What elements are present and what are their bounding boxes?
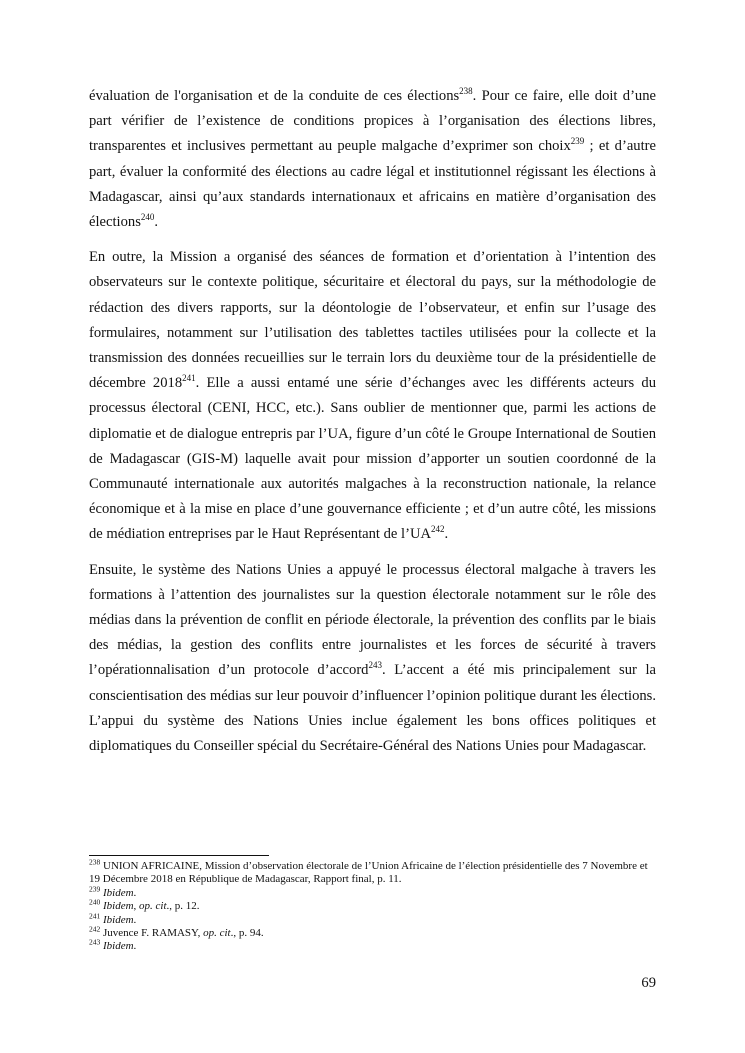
italic-text: Ibidem (103, 900, 134, 913)
footnote (89, 924, 656, 940)
footnote (89, 910, 656, 927)
paragraph (89, 558, 656, 760)
text-run: ; et d’autre part, évaluer la conformité des élections au cadre légal et institutionnel régissant les élections à Madagascar, ainsi qu’aux standards internationaux et africains en matière d’organisation des élections (89, 138, 656, 231)
footnote-number: 239 (89, 884, 101, 894)
footnote-reference: 240 (140, 212, 155, 223)
text-run: . (154, 214, 159, 231)
italic-text: Ibidem (103, 913, 134, 926)
footnote-number: 240 (89, 897, 101, 907)
footnote-number: 243 (89, 937, 101, 947)
footnote-reference: 239 (570, 136, 585, 147)
text-run: ., p. 94. (230, 927, 264, 940)
text-run: . (133, 886, 137, 899)
italic-text: Ibidem (103, 940, 134, 953)
text-run: UNION AFRICAINE, Mission d’observation électorale de l’Union Africaine de l’élection présidentielle des 7 Novembre et 19 Décembre 2018 en République de Madagascar, Rapport final, p. 11. (89, 860, 648, 886)
footnotes (89, 857, 656, 954)
text-run: . (133, 940, 137, 953)
text-run: . L’accent a été mis principalement sur la conscientisation des médias sur leur pouvoir d’influencer l’opinion politique durant les élections. L’appui du système des Nations Unies inclue également les bons offices politiques et diplomatiques du Conseiller spécial du Secrétaire-Général des Nations Unies pour Madagascar. (89, 662, 656, 755)
text-run: . (444, 526, 449, 543)
text-run: Juvence F. RAMASY, (100, 927, 204, 940)
text-run: En outre, la Mission a organisé des séances de formation et d’orientation à l’intention des observateurs sur le contexte politique, sécuritaire et électoral du pays, sur la méthodologie de rédaction des divers rapports, sur la déontologie de l’observateur, et enfin sur l’usage des formulaires, notamment sur l’utilisation des tablettes tactiles utilisées pour la collecte et la transmission des données recueillies sur le terrain lors du deuxième tour de la présidentielle de décembre 2018 (89, 249, 656, 392)
footnote-separator (89, 855, 269, 856)
paragraph (89, 84, 656, 235)
text-run: Ensuite, le système des Nations Unies a appuyé le processus électoral malgache à travers les formations à l’attention des journalistes sur la question électorale notamment sur le rôle des médias dans la prévention de conflit en période électorale, la prévention des conflits par le biais des médias, la gestion des conflits entre journalistes et les forces de sécurité à travers l’opérationnalisation d’un protocole d’accord (89, 561, 656, 679)
footnote-number: 241 (89, 910, 101, 920)
text-run: , (133, 900, 140, 913)
footnote-reference: 242 (431, 524, 445, 535)
italic-text: Ibidem (103, 886, 134, 899)
page-number: 69 (641, 975, 656, 991)
footnote-number: 242 (89, 924, 101, 934)
text-run: . Elle a aussi entamé une série d’échanges avec les différents acteurs du processus électoral (CENI, HCC, etc.). Sans oublier de mentionner que, parmi les actions de diplomatie et de dialogue entrepris par l’UA, figure d’un côté le Groupe International de Soutien de Madagascar (GIS-M) laquelle avait pour mission d’apporter un soutien coordonné de la Communauté internationale aux autorités malgaches à la reconstruction nationale, la relance économique et à la mise en place d’une gouvernance efficiente ; et d’un autre côté, les missions de médiation entreprises par le Haut Représentant de l’UA (89, 375, 656, 543)
footnote (89, 897, 656, 913)
footnote-reference: 241 (182, 373, 196, 384)
footnote (89, 937, 656, 953)
footnote-reference: 238 (459, 86, 473, 97)
italic-text: op. cit (203, 927, 231, 940)
italic-text: op. cit (139, 900, 167, 913)
text-run: ., p. 12. (166, 900, 200, 913)
text-run: . (133, 913, 137, 926)
paragraph (89, 245, 656, 547)
body-text (89, 84, 656, 769)
footnote-reference: 243 (368, 660, 382, 671)
footnote (89, 884, 656, 900)
footnote (89, 857, 656, 887)
text-run: . Pour ce faire, elle doit d’une part vérifier de l’existence de conditions propices à l’organisation des élections libres, transparentes et inclusives permettant au peuple malgache d’exprimer son choix (89, 88, 657, 155)
text-run: évaluation de l'organisation et de la conduite de ces élections (89, 88, 460, 104)
footnote-number: 238 (89, 857, 101, 867)
